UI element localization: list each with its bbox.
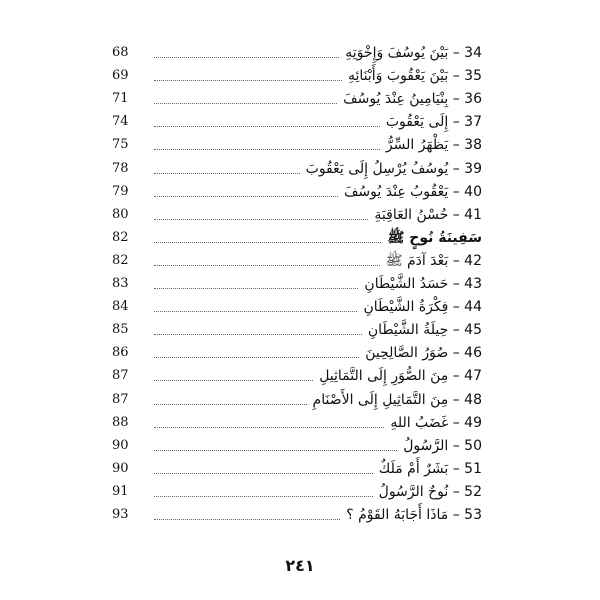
toc-entry [112,86,482,108]
toc-page-number: 83 [112,276,129,291]
toc-page-number: 80 [112,206,129,222]
dot-leader [154,472,373,474]
toc-title: 51 – بَشَرٌ أَمْ مَلَكٌ [378,460,482,477]
toc-page-number: 69 [112,68,129,84]
toc-entry [112,40,482,62]
toc-title: 52 – نُوحٌ الرَّسُولُ [378,483,482,500]
dot-leader [154,287,358,289]
dot-leader [154,495,373,497]
toc-title: 39 – يُوسُفُ يُرْسِلُ إِلَى يَعْقُوبَ [305,160,482,177]
toc-entry [112,410,482,432]
toc-page-number: 82 [112,252,129,268]
toc-entry [112,340,482,362]
toc-page-number: 71 [112,91,129,107]
dot-leader [154,310,357,312]
toc-entry [112,271,482,293]
dot-leader [154,426,384,428]
toc-entry [112,387,482,409]
dot-leader [154,449,397,451]
toc-title: 41 – حُسْنُ العَاقِبَةِ [374,206,482,223]
toc-entry [112,317,482,339]
dot-leader [154,172,300,174]
dot-leader [154,241,381,243]
toc-title: 50 – الرَّسُولُ [403,437,482,454]
dot-leader [154,218,368,220]
toc-entry [112,363,482,385]
toc-page-number: 79 [112,183,129,199]
toc-page-number: 90 [112,460,129,476]
dot-leader [154,102,337,104]
toc-entry [112,479,482,501]
dot-leader [154,195,338,197]
page-number: ٢٤١ [285,556,315,575]
dot-leader [154,403,307,405]
toc-entry [112,109,482,131]
toc-page-number: 82 [112,229,129,245]
toc-title: 48 – مِنَ التَّمَاثِيلِ إِلَى الأَصْنَامِ [312,391,482,408]
toc-section-heading [112,225,482,247]
dot-leader [154,79,342,81]
toc-page-number: 90 [112,437,129,453]
toc-page-number: 87 [112,391,129,407]
toc-page-number: 84 [112,299,129,315]
dot-leader [154,148,380,150]
toc-entry [112,202,482,224]
toc-title: 37 – إِلَى يَعْقُوبَ [385,114,482,131]
dot-leader [154,518,340,520]
toc-title: 53 – مَاذَا أَجَابَهُ القَوْمُ ؟ [346,507,482,523]
toc-page-number: 86 [112,345,129,361]
toc-page-number: 85 [112,322,129,338]
toc-entry [112,63,482,85]
toc-title: 34 – بَيْنَ يُوسُفَ وَإِخْوَتِهِ [345,45,482,61]
toc-title: 44 – فِكْرَةُ الشَّيْطَانِ [363,299,482,316]
dot-leader [154,56,339,58]
dot-leader [154,125,380,127]
toc-page-number: 68 [112,45,129,60]
toc-title: 35 – بَيْنَ يَعْقُوبَ وَأَبْنَائِهِ [348,68,482,85]
toc-entry [112,456,482,478]
toc-entry [112,132,482,154]
toc-title: 40 – يَعْقُوبُ عِنْدَ يُوسُفَ [343,183,482,200]
dot-leader [154,379,313,381]
toc-entry [112,294,482,316]
toc-title: 49 – غَضَبُ اللهِ [390,414,482,431]
toc-page-number: 88 [112,414,129,430]
toc-entry [112,248,482,270]
toc-title: 47 – مِنَ الصُّوَرِ إِلَى التَّمَاثِيلِ [319,368,482,385]
toc-page-number: 75 [112,137,129,153]
toc-entry [112,502,482,524]
dot-leader [154,333,362,335]
toc-title: 36 – بِنْيَامِينُ عِنْدَ يُوسُفَ [343,91,482,108]
toc-title: 45 – حِيلَةُ الشَّيْطَانِ [367,322,482,339]
toc-entry [112,433,482,455]
toc-entry [112,179,482,201]
toc-title: 43 – حَسَدُ الشَّيْطَانِ [364,276,482,292]
toc-page-number: 87 [112,368,129,384]
dot-leader [154,356,359,358]
toc-title: 38 – يَظْهَرُ السِّرُّ [385,137,482,154]
toc-page-number: 93 [112,507,129,522]
toc-page-number: 74 [112,114,129,130]
dot-leader [154,264,380,266]
toc-page-number: 91 [112,483,129,499]
toc-entry [112,156,482,178]
toc-title: 46 – صُوَرُ الصَّالِحِينَ [365,345,482,362]
toc-title: سَفِينَةُ نُوحٍ ﷺ [387,229,482,246]
toc-page-number: 78 [112,160,129,176]
toc-title: 42 – بَعْدَ آدَمَ ﷺ [385,252,482,269]
